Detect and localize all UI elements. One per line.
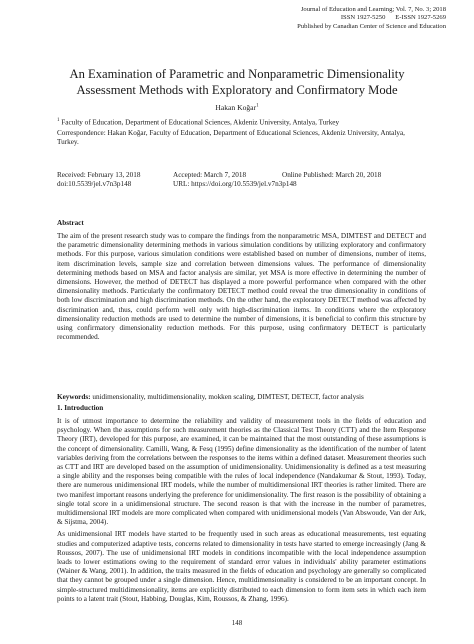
publication-dates xyxy=(57,171,426,189)
author-line xyxy=(0,103,474,112)
journal-issn: ISSN 1927-5250 E-ISSN 1927-5269 xyxy=(340,14,446,22)
abstract-heading: Abstract xyxy=(57,219,84,227)
online-date: Online Published: March 20, 2018 xyxy=(282,171,382,179)
keywords-label: Keywords: xyxy=(57,393,91,401)
affiliation xyxy=(57,116,426,128)
keywords xyxy=(57,393,426,402)
correspondence: Correspondence: Hakan Koğar, Faculty of Education, Department of Educational Sciences, Akdeniz University, Antalya, Turkey. xyxy=(57,129,405,147)
accepted-date: Accepted: March 7, 2018 xyxy=(173,171,247,179)
journal-publisher: Published by Canadian Center of Science and Education xyxy=(297,22,446,30)
author-sup: 1 xyxy=(256,103,259,109)
affiliation-text: Faculty of Education, Department of Educational Sciences, Akdeniz University, Antalya, Turkey xyxy=(59,118,340,127)
doi-url[interactable]: URL: https://doi.org/10.5539/jel.v7n3p148 xyxy=(173,180,297,189)
journal-header xyxy=(297,6,446,31)
dates-row xyxy=(57,171,426,180)
introduction-heading: 1. Introduction xyxy=(57,404,104,412)
abstract-text: The aim of the present research study was to compare the findings from the nonparametric MSA, DIMTEST and DETECT and the parametric dimensionality determining methods in various simulation conditions by utilizing exploratory and confirmatory methods. For this purpose, various simulation conditions were established based on number of dimensions, number of items, item discrimination levels, sample size and correlation between dimensions values. The performance of dimensionality determining methods based on MSA and factor analysis are similar, yet MSA is more effective in determining the number of dimensions. However, the method of DETECT has displayed a more powerful performance when compared with the other dimensionality methods. Particularly the confirmatory DETECT method could reveal the true dimensionality in conditions of both low discrimination and high discrimination methods. On the other hand, the exploratory DETECT method was affected by discrimination and, thus, could perform well only with high-discrimination items. In conditions where the exploratory dimensionality reduction methods are used to determine the number of dimensions, it is beneficial to confirm this structure by using confirmatory dimensionality reduction methods. For this purpose, using confirmatory DETECT is particularly recommended. xyxy=(57,232,426,342)
page-number: 148 xyxy=(231,619,243,627)
received-date: Received: February 13, 2018 xyxy=(57,171,141,179)
introduction-body xyxy=(57,417,426,604)
introduction-paragraph-2: As unidimensional IRT models have started to be frequently used in such areas as educational measurements, test equating studies and computerized adaptive tests, concerns related to dimensionality in tests have started to emerge increasingly (Jang & Roussos, 2007). The use of unidimensional IRT models in conditions incompatible with the local independence assumption leads to lower estimations owing to the requirement of standard error values in individuals' ability parameter estimations (Wainer & Wang, 2001). In addition, the traits measured in the fields of education and psychology are generally so complicated that they cannot be grouped under a single dimension. Hence, multidimensionality is considered to be an important concept. In simple-structured multidimensionality, items are explicitly distributed to each dimension to form item sets in which each item points to a latent trait (Stout, Habbing, Douglas, Kim, Roussos, & Zhang, 1996). xyxy=(57,530,426,603)
keywords-text: unidimensionality, multidimensionality, mokken scaling, DIMTEST, DETECT, factor analysis xyxy=(90,393,364,401)
journal-name: Journal of Education and Learning; Vol. 7, No. 3; 2018 xyxy=(300,6,446,13)
affiliation-sup: 1 xyxy=(57,118,60,123)
paper-title: An Examination of Parametric and Nonparametric Dimensionality Assessment Methods with Exploratory and Confirmatory Mode xyxy=(69,67,405,97)
doi-row xyxy=(57,180,426,189)
doi-text: doi:10.5539/jel.v7n3p148 xyxy=(57,180,132,189)
introduction-paragraph-1: It is of utmost importance to determine the reliability and validity of measurement tools in the fields of education and psychology. When the assumptions for such measurement theories as the Classical Test Theory (CTT) and the Item Response Theory (IRT), developed for this purpose, are examined, it can be maintained that the most outstanding of these assumptions is the concept of dimensionality. Camilli, Wang, & Fesq (1995) define dimensionality as the identification of the number of latent variables deriving from the correlations between the responses to the items within a defined dataset. Measurement theories such as CTT and IRT are developed based on the assumption of unidimensionality. Unidimensionality is defined as a test measuring a single ability and the responses being compatible with the rules of local independence (Nandakumar & Stout, 1993). Today, there are numerous unidimensional IRT models, while the number of multidimensional IRT theories is rather limited. There are two manifest important reasons underlying the preference for unidimensionality. The first reason is the possibility of obtaining a single total score in a unidimensional structure. The second reason is that with the increase in the number of parametres, multidimensional IRT models are more complicated when compared with unidimensional models (Van Abswoude, Van der Ark, & Sijstma, 2004). xyxy=(57,417,426,527)
author-name: Hakan Koğar xyxy=(215,103,257,112)
